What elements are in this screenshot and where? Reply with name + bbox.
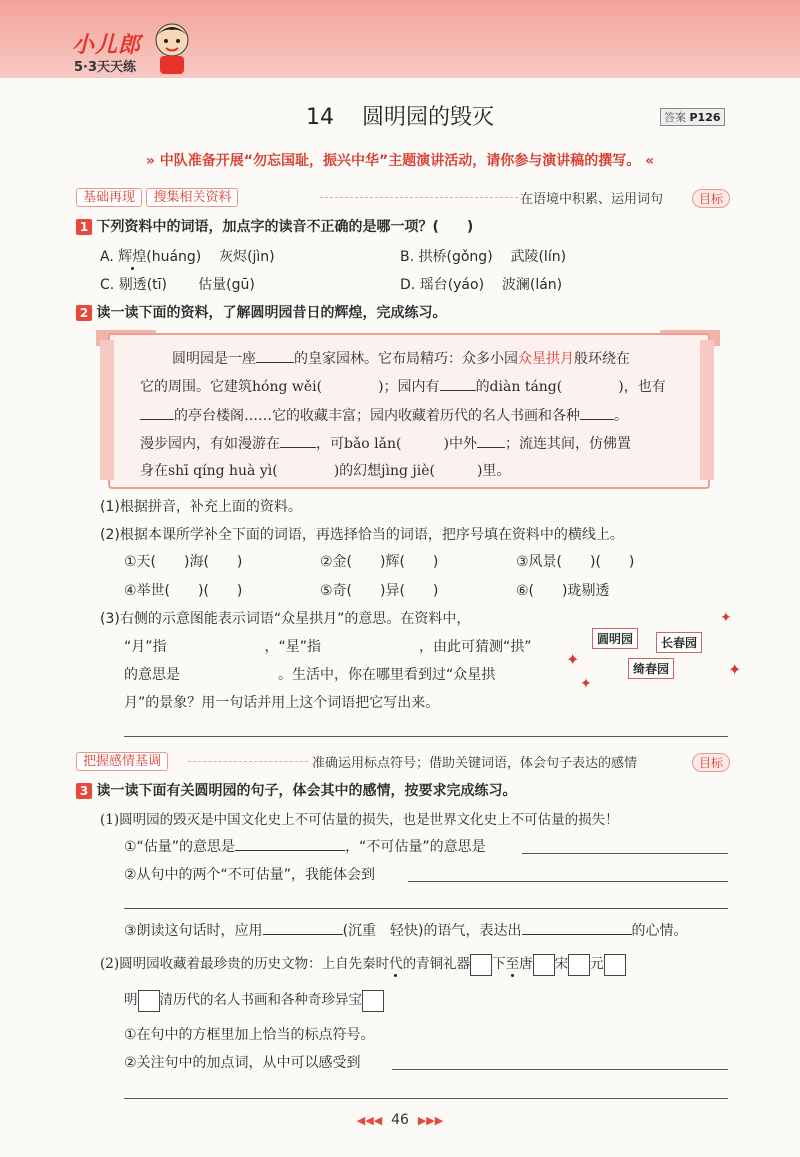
blank[interactable]	[235, 836, 345, 851]
section2-tag: 把握感情基调	[76, 752, 168, 771]
blank[interactable]	[522, 920, 632, 935]
answer-line[interactable]	[124, 736, 728, 737]
star-icon: ✦	[566, 650, 580, 669]
q3-part1: (1)圆明园的毁灭是中国文化史上不可估量的损失，也是世界文化史上不可估量的损失！	[100, 812, 619, 828]
q3-stem: 3 读一读下面有关圆明园的句子，体会其中的感情，按要求完成练习。	[76, 780, 516, 800]
divider	[320, 197, 518, 198]
q2-stem: 2 读一读下面的资料，了解圆明园昔日的辉煌，完成练习。	[76, 302, 446, 322]
q2-sub1: (1)根据拼音，补充上面的资料。	[100, 499, 302, 515]
q3-p1c: ③朗读这句话时，应用 (沉重 轻快)的语气，表达出 的心情。	[124, 920, 688, 940]
q1-option-c: C. 剔透(tī) 估量(gū)	[100, 277, 255, 293]
mascot-icon	[150, 18, 194, 76]
blank[interactable]	[477, 433, 505, 448]
word-5: ⑤奇( )异( )	[320, 583, 439, 599]
blank[interactable]	[263, 920, 343, 935]
word-4: ④举世( )( )	[124, 583, 243, 599]
q2-sub3-line1: (3)右侧的示意图能表示词语“众星拱月”的意思。在资料中，	[100, 611, 471, 627]
q3-p1a: ①“估量”的意思是 ，“不可估量”的意思是	[124, 836, 486, 856]
star-icon: ✦	[728, 660, 742, 679]
punct-box[interactable]	[138, 990, 160, 1012]
card-line-4: 漫步园内，有如漫游在 ，可bǎo lǎn( )中外 ；流连其间，仿佛置	[140, 433, 631, 453]
answer-line[interactable]	[124, 1098, 728, 1099]
section2-goal: 准确运用标点符号；借助关键词语，体会句子表达的感情	[312, 756, 638, 771]
answer-line[interactable]	[392, 1069, 728, 1070]
q2-sub3-line4: 月”的景象？用一句话并用上这个词语把它写出来。	[124, 695, 440, 711]
q2-sub2: (2)根据本课所学补全下面的词语，再选择恰当的词语，把序号填在资料中的横线上。	[100, 527, 624, 543]
answer-line[interactable]	[124, 908, 728, 909]
word-3: ③风景( )( )	[516, 554, 635, 570]
answer-line[interactable]	[522, 853, 728, 854]
constellation-diagram	[592, 622, 722, 686]
brand-logo: 小儿郎	[72, 33, 142, 58]
blank[interactable]	[140, 405, 174, 420]
punct-box[interactable]	[362, 990, 384, 1012]
q1-option-b: B. 拱桥(gǒng) 武陵(lín)	[400, 249, 567, 265]
section2-header	[76, 750, 168, 769]
q3-p1b: ②从句中的两个“不可估量”，我能体会到	[124, 867, 376, 883]
card-line-2: 它的周围。它建筑hóng wěi( )；园内有 的diàn táng( )，也有	[140, 376, 666, 396]
card-line-3: 的亭台楼阁……它的收藏丰富；园内收藏着历代的名人书画和各种 。	[140, 405, 628, 425]
star-icon: ✦	[720, 610, 732, 626]
divider	[188, 761, 308, 762]
card-line-1: 圆明园是一座 的皇家园林。它布局精巧：众多小园众星拱月般环绕在	[172, 348, 630, 368]
section1-goal: 在语境中积累、运用词句	[520, 192, 664, 207]
q1-stem: 1 下列资料中的词语，加点字的读音不正确的是哪一项？( )	[76, 216, 473, 236]
section1-subtag: 搜集相关资料	[146, 188, 238, 207]
lesson-title: 14 圆明园的毁灭	[306, 105, 494, 130]
diagram-item: 圆明园	[592, 628, 638, 649]
q1-option-a: A. 辉煌(huáng) 灰烬(jìn)	[100, 249, 275, 265]
answer-line[interactable]	[408, 881, 728, 882]
punct-box[interactable]	[604, 954, 626, 976]
blank[interactable]	[280, 433, 316, 448]
q2-sub3-line3: 的意思是 。生活中，你在哪里看到过“众星拱	[124, 667, 496, 683]
q3-p2i: ①在句中的方框里加上恰当的标点符号。	[124, 1027, 375, 1043]
blank[interactable]	[580, 405, 614, 420]
punct-box[interactable]	[568, 954, 590, 976]
q1-option-d: D. 瑶台(yáo) 波澜(lán)	[400, 277, 563, 293]
goal-badge: 目标	[692, 189, 730, 208]
goal-badge: 目标	[692, 753, 730, 772]
blank[interactable]	[440, 376, 476, 391]
section1-tag: 基础再现	[76, 188, 142, 207]
intro-instruction: » 中队准备开展“勿忘国耻，振兴中华”主题演讲活动，请你参与演讲稿的撰写。 «	[145, 153, 655, 169]
decor-pillar-right	[700, 340, 714, 480]
decor-pillar-left	[100, 340, 114, 480]
word-2: ②金( )辉( )	[320, 554, 439, 570]
punct-box[interactable]	[533, 954, 555, 976]
diagram-item: 长春园	[656, 632, 702, 653]
blank[interactable]	[256, 348, 294, 363]
punct-box[interactable]	[470, 954, 492, 976]
diagram-item: 绮春园	[628, 658, 674, 679]
answer-ref: 答案 P126	[660, 108, 725, 126]
q3-part2-line2: 明 清历代的名人书画和各种奇珍异宝	[124, 988, 384, 1012]
series-label: 5·3天天练	[74, 60, 137, 75]
page-number: ◀◀◀ 46 ▶▶▶	[356, 1112, 444, 1128]
card-line-5: 身在shī qíng huà yì( )的幻想jìng jiè( )里。	[140, 463, 511, 479]
star-icon: ✦	[580, 676, 592, 692]
q3-part2-line1: (2)圆明园收藏着最珍贵的历史文物：上自先秦时代的青铜礼器 下至唐 宋 元	[100, 952, 626, 976]
q3-p2ii: ②关注句中的加点词，从中可以感受到	[124, 1055, 361, 1071]
word-1: ①天( )海( )	[124, 554, 243, 570]
word-6: ⑥( )珑剔透	[516, 583, 610, 599]
section1-header	[76, 186, 238, 205]
q2-sub3-line2: “月”指 ，“星”指 ，由此可猜测“拱”	[124, 639, 532, 655]
